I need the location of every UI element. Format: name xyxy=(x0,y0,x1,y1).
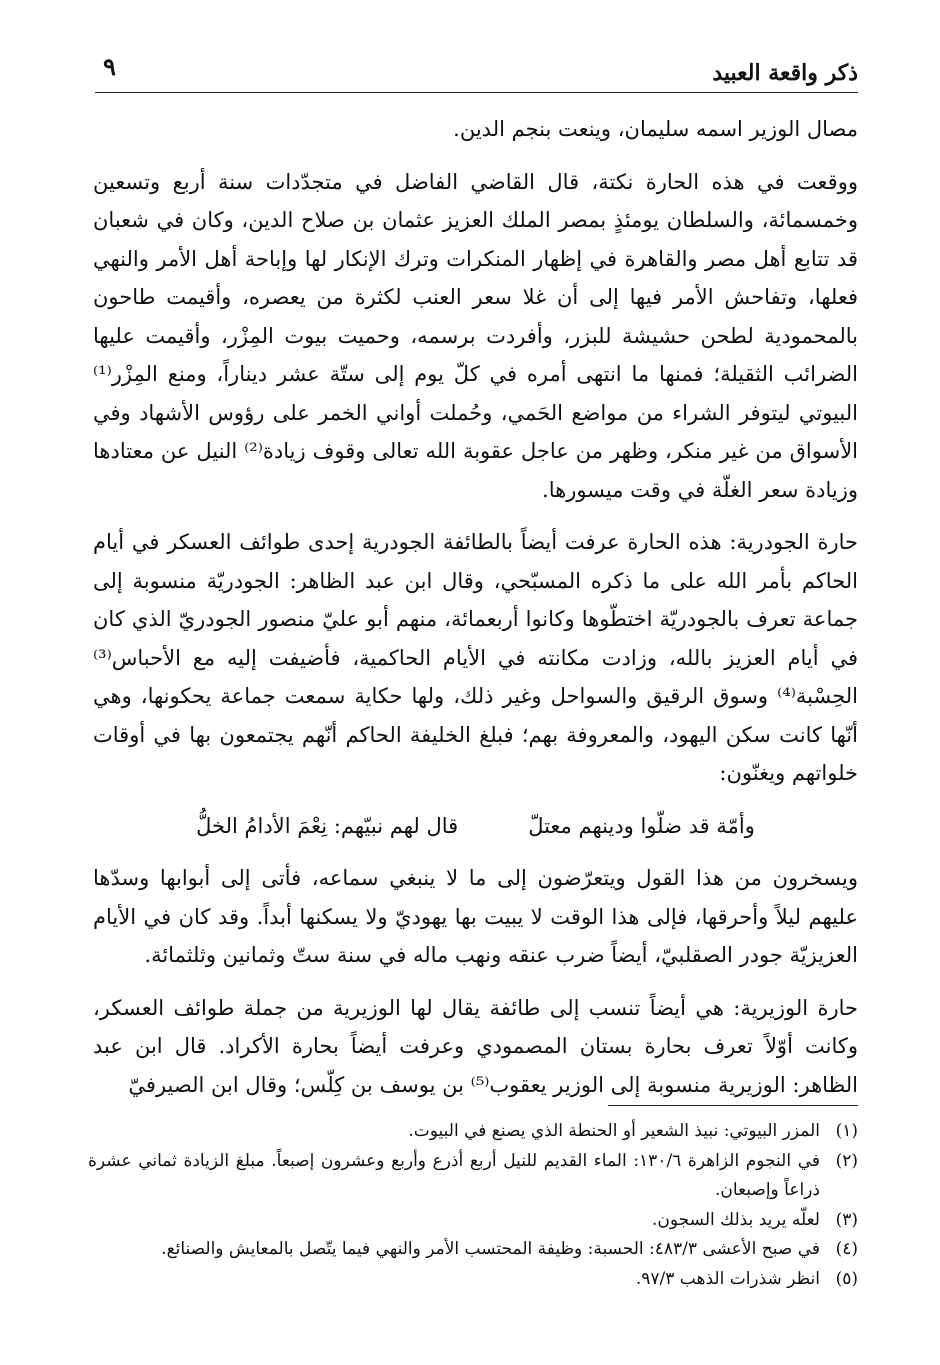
paragraph-5: حارة الوزيرية: هي أيضاً تنسب إلى طائفة يقال لها الوزيرية من جملة طوائف العسكر، وكانت أوّلاً تعرف بحارة بستان المصمودي وعرفت أيضاً بحارة الأكراد. قال ابن عبد الظاهر: الوزيرية منسوبة إلى الوزير يعقوب⁽⁵⁾ بن يوسف بن كِلّس؛ وقال ابن الصيرفيّ xyxy=(93,995,858,1097)
paragraph-2: ووقعت في هذه الحارة نكتة، قال القاضي الفاضل في متجدّدات سنة أربع وتسعين وخمسمائة، والسلطان يومئذٍ بمصر الملك العزيز عثمان بن صلاح الدين، وكان في شعبان قد تتابع أهل مصر والقاهرة في إظهار المنكرات وترك الإنكار لها وإباحة أهل الأمر والنهي فعلها، وتفاحش الأمر فيها إلى أن غلا سعر العنب لكثرة من يعصره، وأقيمت طاحون بالمحمودية لطحن حشيشة للبزر، وأفردت برسمه، وحميت بيوت المِزْر، وأقيمت عليها الضرائب الثقيلة؛ فمنها ما انتهى أمره في كلّ يوم إلى ستّة عشر ديناراً، ومنع المِزْر⁽¹⁾ البيوتي ليتوفر الشراء من مواضع الحَمي، وحُملت أواني الخمر على رؤوس الأشهاد وفي الأسواق من غير منكر، وظهر من عاجل عقوبة الله تعالى وقوف زيادة⁽²⁾ النيل عن معتادها وزيادة سعر الغلّة في وقت ميسورها. xyxy=(93,169,858,502)
page-number: ٩ xyxy=(103,52,116,81)
main-text xyxy=(93,110,858,1104)
footnote-text: في صبح الأعشى ٤٨٣/٣: الحسبة: وظيفة المحتسب الأمر والنهي فيما يتّصل بالمعايش والصنائع. xyxy=(161,1239,820,1259)
page-header xyxy=(95,52,858,93)
footnote-text: انظر شذرات الذهب ٩٧/٣. xyxy=(635,1268,820,1289)
footnote-text: لعلّه يريد بذلك السجون. xyxy=(652,1209,820,1230)
footnote-number: (٢) xyxy=(835,1150,858,1171)
paragraph-4: ويسخرون من هذا القول ويتعرّضون إلى ما لا ينبغي سماعه، فأتى إلى أبوابها وسدّها عليهم ليلاً وأحرقها، فإلى هذا الوقت لا يبيت بها يهوديّ ولا يسكنها أبداً. وقد كان في الأيام العزيزيّة جودر الصقلبيّ، أيضاً ضرب عنقه ونهب ماله في سنة ستّ وثمانين وثلثمائة. xyxy=(93,866,858,967)
footnote xyxy=(88,1147,858,1206)
footnote xyxy=(88,1206,858,1236)
footnote-number: (١) xyxy=(835,1121,858,1141)
paragraph-1: مصال الوزير اسمه سليمان، وينعت بنجم الدين. xyxy=(453,117,858,141)
footnotes xyxy=(88,1117,858,1294)
footnote-number: (٥) xyxy=(835,1268,858,1289)
footnote xyxy=(88,1265,858,1295)
footnote-text: المزر البيوتي: نبيذ الشعير أو الحنطة الذي يصنع في البيوت. xyxy=(408,1121,820,1141)
verse-hemistich-2: قال لهم نبيّهم: نِعْمَ الأدامُ الخلُّ xyxy=(196,813,459,838)
footnote xyxy=(88,1235,858,1265)
footnote-divider xyxy=(608,1105,858,1106)
paragraph-3: حارة الجودرية: هذه الحارة عرفت أيضاً بالطائفة الجودرية إحدى طوائف العسكر في أيام الحاكم بأمر الله على ما ذكره المسبّحي، وقال ابن عبد الظاهر: الجودريّة منسوبة إلى جماعة تعرف بالجودريّة اختطّوها وكانوا أربعمائة، منهم أبو عليّ منصور الجودريّ الذي كان في أيام العزيز بالله، وزادت مكانته في الأيام الحاكمية، فأضيفت إليه مع الأحباس⁽³⁾ الحِسْبة⁽⁴⁾ وسوق الرقيق والسواحل وغير ذلك، ولها حكاية سمعت جماعة يحكونها، وهي أنّها كانت سكن اليهود، والمعروفة بهم؛ فبلغ الخليفة الحاكم أنّهم يجتمعون بها في أوقات خلواتهم ويغنّون: xyxy=(93,530,858,785)
verse-hemistich-1: وأمّة قد ضلّوا ودينهم معتلّ xyxy=(528,813,755,838)
footnote xyxy=(88,1117,858,1147)
poem-verse xyxy=(93,807,858,846)
running-title: ذكر واقعة العبيد xyxy=(712,60,858,86)
footnote-text: في النجوم الزاهرة ١٣٠/٦: الماء القديم للنيل أربع أذرع وأربع وعشرون إصبعاً. مبلغ الزيادة ثماني عشرة ذراعاً وإصبعان. xyxy=(88,1150,820,1200)
footnote-number: (٤) xyxy=(835,1239,858,1259)
footnote-number: (٣) xyxy=(835,1209,858,1230)
